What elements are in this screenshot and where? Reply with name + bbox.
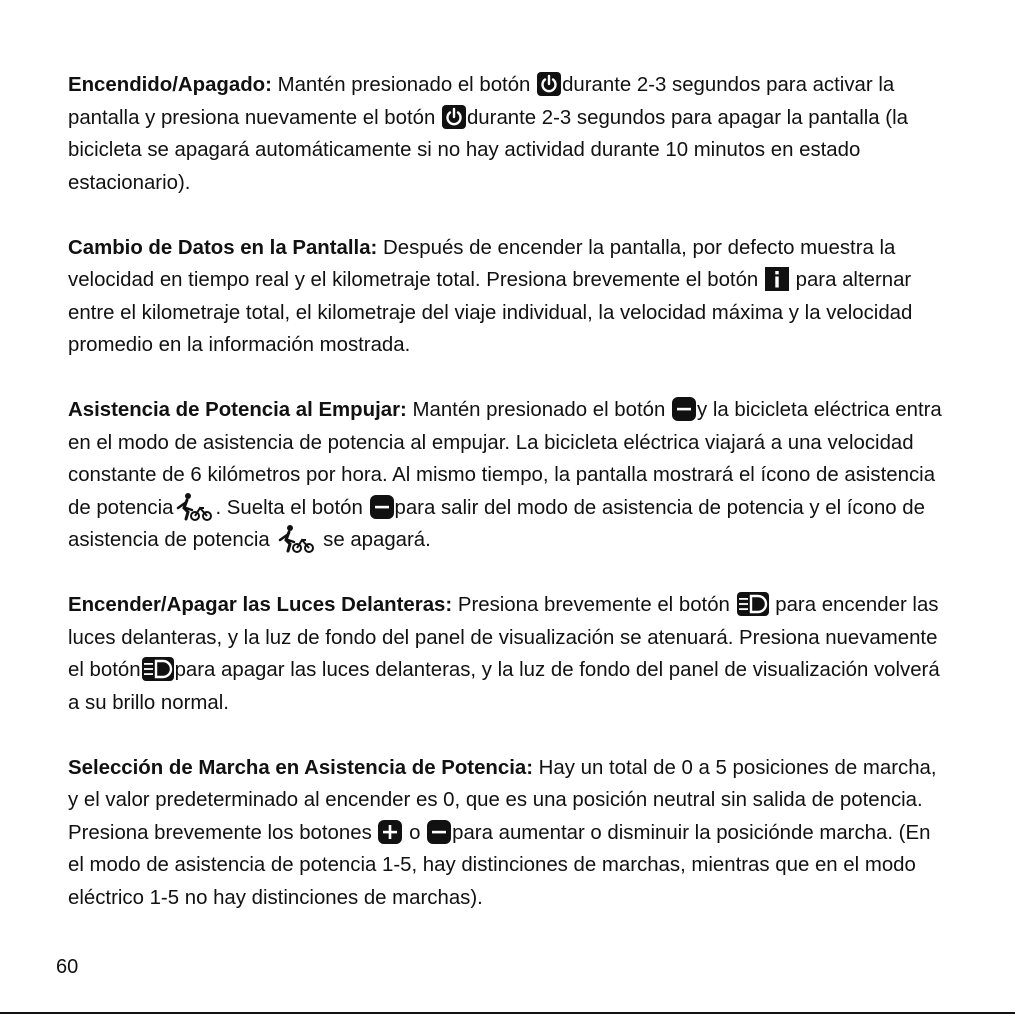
minus-icon xyxy=(672,397,696,421)
section-text: para apagar las luces delanteras, y la luz de fondo del panel de visualización volverá a su brillo normal. xyxy=(68,659,940,714)
power-icon xyxy=(442,105,466,129)
walk-assist-icon xyxy=(174,492,214,522)
section-text: durante 2-3 segundos para apagar la pantalla (la bicicleta se apagará automáticamente si no hay actividad durante 10 minutos en estado estacionario). xyxy=(68,106,908,194)
section-display-data xyxy=(68,232,948,362)
power-icon xyxy=(537,72,561,96)
section-text: Mantén presionado el botón xyxy=(406,399,671,421)
section-heading: Selección de Marcha en Asistencia de Potencia: xyxy=(68,756,534,779)
section-text: o xyxy=(403,821,427,844)
section-text: para aumentar o disminuir la posiciónde marcha. (En el modo de asistencia de potencia 1-5, hay distinciones de marchas, mientras que en el modo eléctrico 1-5 no hay distinciones de marchas). xyxy=(68,821,931,909)
manual-page xyxy=(68,69,948,914)
section-text: para salir del modo de asistencia de potencia y el ícono de asistencia de potencia xyxy=(68,496,925,551)
walk-assist-icon xyxy=(276,524,316,554)
section-headlight xyxy=(68,589,948,719)
section-text: para alternar entre el kilometraje total, el kilometraje del viaje individual, la velocidad máxima y la velocidad promedio en la información mostrada. xyxy=(68,269,913,356)
bottom-rule xyxy=(0,1012,1015,1014)
headlight-icon xyxy=(142,657,174,681)
section-heading: Encendido/Apagado: xyxy=(68,74,272,96)
section-text: durante 2-3 segundos para activar la pantalla y presiona nuevamente el botón xyxy=(68,74,895,129)
minus-icon xyxy=(370,495,394,519)
section-text: Después de encender la pantalla, por defecto muestra la velocidad en tiempo real y el kilometraje total. Presiona brevemente el botón xyxy=(68,236,896,291)
section-text: . Suelta el botón xyxy=(215,496,369,519)
section-text: Presiona brevemente el botón xyxy=(452,594,736,616)
section-text: y la bicicleta eléctrica entra en el modo de asistencia de potencia al empujar. La bicicleta eléctrica viajará a una velocidad constante de 6 kilómetros por hora. Al mismo tiempo, la pantalla mostrará el ícono de asistencia de potencia xyxy=(68,399,942,519)
section-heading: Asistencia de Potencia al Empujar: xyxy=(68,399,407,421)
section-power xyxy=(68,69,948,199)
section-text: Mantén presionado el botón xyxy=(271,74,537,96)
section-text: se apagará. xyxy=(317,529,431,551)
section-heading: Cambio de Datos en la Pantalla: xyxy=(68,236,378,259)
section-gear-selection xyxy=(68,752,948,915)
section-text: para encender las luces delanteras, y la luz de fondo del panel de visualización se atenuará. Presiona nuevamente el botón xyxy=(68,594,939,681)
section-walk-assist xyxy=(68,394,948,557)
section-text: Hay un total de 0 a 5 posiciones de marcha, y el valor predeterminado al encender es 0, que es una posición neutral sin salida de potencia. Presiona brevemente los botones xyxy=(68,756,937,844)
headlight-icon xyxy=(737,592,769,616)
minus-icon xyxy=(427,820,451,844)
info-icon xyxy=(765,267,789,291)
page-number: 60 xyxy=(56,956,79,978)
plus-icon xyxy=(378,820,402,844)
section-heading: Encender/Apagar las Luces Delanteras: xyxy=(68,594,453,616)
